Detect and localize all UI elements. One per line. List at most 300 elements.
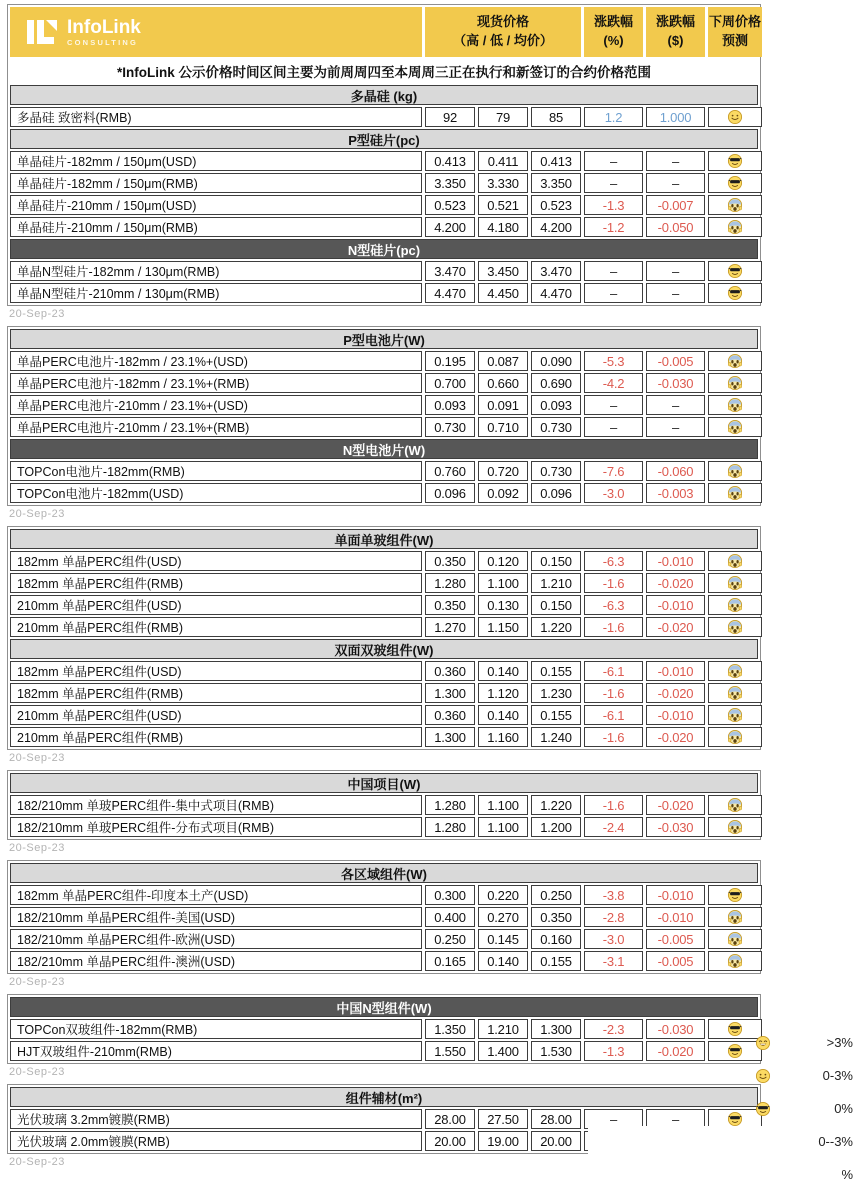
cool-face-icon [727, 1043, 743, 1059]
price-high-cell: 0.195 [425, 351, 475, 371]
price-table [7, 4, 761, 1174]
price-low-cell: 0.092 [478, 483, 528, 503]
change-pct-cell: -2.8 [584, 907, 643, 927]
price-block [7, 326, 761, 506]
table-row [10, 261, 758, 281]
price-block [7, 526, 761, 750]
price-high-cell: 1.270 [425, 617, 475, 637]
cool-face-icon [727, 175, 743, 191]
forecast-cell [708, 551, 762, 571]
product-name-cell: 单晶N型硅片-182mm / 130μm(RMB) [10, 261, 422, 281]
price-low-cell: 0.087 [478, 351, 528, 371]
infolink-logo [10, 7, 422, 57]
change-pct-cell: -1.6 [584, 727, 643, 747]
price-high-cell: 0.360 [425, 661, 475, 681]
forecast-cell [708, 217, 762, 237]
forecast-cell [708, 817, 762, 837]
product-name-cell: 单晶PERC电池片-210mm / 23.1%+(USD) [10, 395, 422, 415]
product-name-cell: TOPCon电池片-182mm(RMB) [10, 461, 422, 481]
section-timestamp: 20-Sep-23 [9, 752, 65, 764]
price-avg-cell: 0.155 [531, 705, 581, 725]
price-low-cell: 1.100 [478, 573, 528, 593]
price-low-cell: 0.145 [478, 929, 528, 949]
block-sections [10, 997, 758, 1061]
table-row [10, 195, 758, 215]
spot-price-label: 现货价格 [476, 14, 529, 30]
scream-face-icon [727, 575, 743, 591]
legend-label: 0-3% [822, 1068, 853, 1083]
section-header: 单面单玻组件(W) [10, 529, 758, 549]
change-pct-cell: – [584, 261, 643, 281]
redaction-patch [588, 1126, 778, 1158]
change-usd-cell: -0.010 [646, 551, 705, 571]
table-row [10, 417, 758, 437]
change-usd-cell: -0.010 [646, 885, 705, 905]
price-avg-cell: 1.230 [531, 683, 581, 703]
table-row [10, 951, 758, 971]
price-avg-cell: 1.200 [531, 817, 581, 837]
price-avg-cell: 4.200 [531, 217, 581, 237]
price-low-cell: 0.710 [478, 417, 528, 437]
change-usd-cell: -0.010 [646, 661, 705, 681]
forecast-cell [708, 885, 762, 905]
price-high-cell: 3.350 [425, 173, 475, 193]
brand-subtitle: CONSULTING [67, 37, 139, 47]
change-usd-cell: -0.010 [646, 907, 705, 927]
forecast-cell [708, 173, 762, 193]
price-low-cell: 3.450 [478, 261, 528, 281]
price-low-cell: 79 [478, 107, 528, 127]
change-usd-cell: -0.007 [646, 195, 705, 215]
price-high-cell: 1.300 [425, 683, 475, 703]
price-avg-cell: 0.160 [531, 929, 581, 949]
grin-face-icon [755, 1035, 771, 1051]
price-high-cell: 0.413 [425, 151, 475, 171]
table-row [10, 551, 758, 571]
table-row [10, 929, 758, 949]
forecast-legend [752, 1026, 856, 1191]
change-pct-cell: -1.6 [584, 617, 643, 637]
change-usd-cell: -0.005 [646, 929, 705, 949]
price-low-cell: 1.100 [478, 795, 528, 815]
scream-face-icon [727, 729, 743, 745]
price-avg-cell: 0.730 [531, 461, 581, 481]
price-low-cell: 0.130 [478, 595, 528, 615]
price-high-cell: 1.280 [425, 817, 475, 837]
change-pct-cell: – [584, 283, 643, 303]
forecast-cell [708, 951, 762, 971]
price-high-cell: 0.096 [425, 483, 475, 503]
price-high-cell: 4.470 [425, 283, 475, 303]
change-usd-cell: -0.020 [646, 683, 705, 703]
forecast-cell [708, 261, 762, 281]
forecast-cell [708, 107, 762, 127]
product-name-cell: 210mm 单晶PERC组件(USD) [10, 595, 422, 615]
price-high-cell: 4.200 [425, 217, 475, 237]
price-low-cell: 1.210 [478, 1019, 528, 1039]
change-pct-cell: -6.1 [584, 705, 643, 725]
change-usd-cell: -0.050 [646, 217, 705, 237]
change-pct-label: 涨跌幅 [593, 14, 633, 30]
scream-face-icon [727, 597, 743, 613]
table-row [10, 661, 758, 681]
table-row [10, 907, 758, 927]
change-pct-cell: -7.6 [584, 461, 643, 481]
blank-icon [755, 1167, 771, 1183]
legend-entry [752, 1059, 856, 1092]
forecast-cell [708, 283, 762, 303]
product-name-cell: 单晶硅片-182mm / 150μm(USD) [10, 151, 422, 171]
product-name-cell: 210mm 单晶PERC组件(USD) [10, 705, 422, 725]
change-usd-unit: ($) [667, 33, 684, 48]
section-header: 各区域组件(W) [10, 863, 758, 883]
section-header: P型硅片(pc) [10, 129, 758, 149]
change-pct-cell: -3.1 [584, 951, 643, 971]
price-low-cell: 1.120 [478, 683, 528, 703]
scream-face-icon [727, 953, 743, 969]
price-block [7, 994, 761, 1064]
price-avg-cell: 0.155 [531, 951, 581, 971]
forecast-cell [708, 617, 762, 637]
product-name-cell: TOPCon双玻组件-182mm(RMB) [10, 1019, 422, 1039]
price-avg-cell: 0.250 [531, 885, 581, 905]
price-low-cell: 0.720 [478, 461, 528, 481]
price-high-cell: 0.350 [425, 595, 475, 615]
change-usd-cell: – [646, 151, 705, 171]
forecast-cell [708, 795, 762, 815]
forecast-cell [708, 907, 762, 927]
price-avg-cell: 1.220 [531, 795, 581, 815]
price-avg-cell: 0.155 [531, 661, 581, 681]
change-pct-cell: -6.3 [584, 551, 643, 571]
block-sections [10, 773, 758, 837]
change-pct-cell: -3.0 [584, 929, 643, 949]
table-row [10, 727, 758, 747]
change-usd-cell: -0.020 [646, 573, 705, 593]
price-low-cell: 3.330 [478, 173, 528, 193]
change-usd-cell: -0.010 [646, 705, 705, 725]
legend-entry [752, 1158, 856, 1191]
forecast-cell [708, 595, 762, 615]
col-header-forecast [708, 7, 762, 57]
table-row [10, 683, 758, 703]
change-pct-cell: -1.3 [584, 1041, 643, 1061]
section-header: N型电池片(W) [10, 439, 758, 459]
product-name-cell: 182mm 单晶PERC组件(RMB) [10, 683, 422, 703]
price-low-cell: 0.120 [478, 551, 528, 571]
product-name-cell: 单晶硅片-182mm / 150μm(RMB) [10, 173, 422, 193]
change-usd-cell: – [646, 395, 705, 415]
price-low-cell: 0.140 [478, 705, 528, 725]
scream-face-icon [727, 375, 743, 391]
change-pct-cell: -6.1 [584, 661, 643, 681]
table-row [10, 461, 758, 481]
col-header-change-pct [584, 7, 643, 57]
scream-face-icon [727, 619, 743, 635]
price-high-cell: 1.550 [425, 1041, 475, 1061]
infolink-logo-icon [26, 18, 58, 46]
section-header: 中国N型组件(W) [10, 997, 758, 1017]
section-timestamp: 20-Sep-23 [9, 842, 65, 854]
price-high-cell: 0.360 [425, 705, 475, 725]
table-row [10, 173, 758, 193]
cool-face-icon [727, 153, 743, 169]
forecast-cell [708, 683, 762, 703]
block-sections [10, 329, 758, 503]
price-avg-cell: 85 [531, 107, 581, 127]
price-avg-cell: 20.00 [531, 1131, 581, 1151]
change-usd-cell: -0.020 [646, 617, 705, 637]
forecast-cell [708, 661, 762, 681]
legend-label: >3% [826, 1035, 853, 1050]
smile-face-icon [755, 1068, 771, 1084]
price-low-cell: 1.150 [478, 617, 528, 637]
price-high-cell: 0.760 [425, 461, 475, 481]
forecast-cell [708, 461, 762, 481]
price-low-cell: 0.140 [478, 951, 528, 971]
cool-face-icon [755, 1101, 771, 1117]
col-header-change-usd [646, 7, 705, 57]
price-low-cell: 0.411 [478, 151, 528, 171]
price-low-cell: 4.180 [478, 217, 528, 237]
forecast-cell [708, 727, 762, 747]
price-high-cell: 0.093 [425, 395, 475, 415]
smile-face-icon [727, 109, 743, 125]
forecast-cell [708, 417, 762, 437]
price-high-cell: 3.470 [425, 261, 475, 281]
forecast-cell [708, 351, 762, 371]
price-low-cell: 1.160 [478, 727, 528, 747]
forecast-cell [708, 929, 762, 949]
change-usd-label: 涨跌幅 [655, 14, 695, 30]
change-pct-cell: -1.6 [584, 573, 643, 593]
cool-face-icon [727, 263, 743, 279]
price-high-cell: 0.400 [425, 907, 475, 927]
table-row [10, 1019, 758, 1039]
price-low-cell: 4.450 [478, 283, 528, 303]
price-avg-cell: 1.300 [531, 1019, 581, 1039]
table-row [10, 395, 758, 415]
change-pct-unit: (%) [603, 33, 624, 48]
price-high-cell: 0.523 [425, 195, 475, 215]
price-avg-cell: 28.00 [531, 1109, 581, 1129]
section-timestamp: 20-Sep-23 [9, 1156, 65, 1168]
change-usd-cell: 1.000 [646, 107, 705, 127]
change-pct-cell: -1.6 [584, 683, 643, 703]
product-name-cell: 210mm 单晶PERC组件(RMB) [10, 617, 422, 637]
section-header: 中国项目(W) [10, 773, 758, 793]
product-name-cell: 182mm 单晶PERC组件(RMB) [10, 573, 422, 593]
cool-face-icon [727, 1111, 743, 1127]
price-avg-cell: 3.350 [531, 173, 581, 193]
scream-face-icon [727, 419, 743, 435]
price-low-cell: 0.140 [478, 661, 528, 681]
table-row [10, 483, 758, 503]
product-name-cell: 单晶硅片-210mm / 150μm(RMB) [10, 217, 422, 237]
product-name-cell: 单晶PERC电池片-182mm / 23.1%+(USD) [10, 351, 422, 371]
change-usd-cell: -0.030 [646, 1019, 705, 1039]
product-name-cell: 182/210mm 单玻PERC组件-分布式项目(RMB) [10, 817, 422, 837]
product-name-cell: 单晶N型硅片-210mm / 130μm(RMB) [10, 283, 422, 303]
product-name-cell: 单晶PERC电池片-182mm / 23.1%+(RMB) [10, 373, 422, 393]
price-avg-cell: 0.090 [531, 351, 581, 371]
price-low-cell: 1.400 [478, 1041, 528, 1061]
change-usd-cell: -0.030 [646, 817, 705, 837]
change-usd-cell: -0.005 [646, 351, 705, 371]
change-pct-cell: -3.0 [584, 483, 643, 503]
table-row [10, 573, 758, 593]
price-high-cell: 0.700 [425, 373, 475, 393]
section-header: 组件辅材(m²) [10, 1087, 758, 1107]
change-pct-cell: – [584, 395, 643, 415]
brand-name: InfoLink [67, 16, 141, 38]
price-high-cell: 0.165 [425, 951, 475, 971]
price-low-cell: 27.50 [478, 1109, 528, 1129]
product-name-cell: 182mm 单晶PERC组件(USD) [10, 551, 422, 571]
change-usd-cell: -0.020 [646, 1041, 705, 1061]
change-pct-cell: – [584, 417, 643, 437]
change-usd-cell: – [646, 173, 705, 193]
product-name-cell: 182mm 单晶PERC组件-印度本土产(USD) [10, 885, 422, 905]
change-usd-cell: – [646, 417, 705, 437]
change-usd-cell: -0.010 [646, 595, 705, 615]
change-usd-cell: -0.020 [646, 795, 705, 815]
product-name-cell: 182/210mm 单晶PERC组件-澳洲(USD) [10, 951, 422, 971]
price-low-cell: 19.00 [478, 1131, 528, 1151]
price-avg-cell: 0.690 [531, 373, 581, 393]
product-name-cell: 单晶硅片-210mm / 150μm(USD) [10, 195, 422, 215]
change-pct-cell: -2.3 [584, 1019, 643, 1039]
forecast-cell [708, 395, 762, 415]
legend-entry [752, 1092, 856, 1125]
scream-face-icon [727, 797, 743, 813]
price-low-cell: 1.100 [478, 817, 528, 837]
price-high-cell: 0.250 [425, 929, 475, 949]
price-high-cell: 92 [425, 107, 475, 127]
cool-face-icon [727, 887, 743, 903]
scream-face-icon [727, 707, 743, 723]
block-sections [10, 529, 758, 747]
scream-face-icon [727, 353, 743, 369]
product-name-cell: 182/210mm 单晶PERC组件-美国(USD) [10, 907, 422, 927]
scream-face-icon [727, 197, 743, 213]
section-header: P型电池片(W) [10, 329, 758, 349]
product-name-cell: 单晶PERC电池片-210mm / 23.1%+(RMB) [10, 417, 422, 437]
price-avg-cell: 0.093 [531, 395, 581, 415]
price-avg-cell: 0.413 [531, 151, 581, 171]
change-usd-cell: – [646, 1109, 705, 1129]
product-name-cell: 210mm 单晶PERC组件(RMB) [10, 727, 422, 747]
change-pct-cell: -1.3 [584, 195, 643, 215]
scream-face-icon [727, 685, 743, 701]
price-high-cell: 0.300 [425, 885, 475, 905]
change-pct-cell: -1.6 [584, 795, 643, 815]
forecast-cell [708, 573, 762, 593]
change-pct-cell: – [584, 151, 643, 171]
price-avg-cell: 1.240 [531, 727, 581, 747]
scream-face-icon [727, 909, 743, 925]
table-row [10, 151, 758, 171]
forecast-cell [708, 373, 762, 393]
change-pct-cell: -4.2 [584, 373, 643, 393]
price-avg-cell: 0.730 [531, 417, 581, 437]
price-avg-cell: 0.150 [531, 551, 581, 571]
price-high-cell: 1.280 [425, 573, 475, 593]
price-high-cell: 0.350 [425, 551, 475, 571]
price-avg-cell: 0.096 [531, 483, 581, 503]
section-header: 双面双玻组件(W) [10, 639, 758, 659]
product-name-cell: TOPCon电池片-182mm(USD) [10, 483, 422, 503]
table-row [10, 107, 758, 127]
product-name-cell: 多晶硅 致密料(RMB) [10, 107, 422, 127]
legend-label: 0% [834, 1101, 853, 1116]
price-high-cell: 0.730 [425, 417, 475, 437]
scream-face-icon [727, 663, 743, 679]
table-row [10, 705, 758, 725]
price-avg-cell: 0.350 [531, 907, 581, 927]
scream-face-icon [727, 819, 743, 835]
price-note: *InfoLink 公示价格时间区间主要为前周周四至本周周三正在执行和新签订的合约价格范围 [117, 65, 651, 80]
price-high-cell: 28.00 [425, 1109, 475, 1129]
change-pct-cell: 1.2 [584, 107, 643, 127]
legend-label: 0--3% [818, 1134, 853, 1149]
change-pct-cell: – [584, 173, 643, 193]
product-name-cell: 光伏玻璃 3.2mm镀膜(RMB) [10, 1109, 422, 1129]
price-high-cell: 20.00 [425, 1131, 475, 1151]
section-header: 多晶硅 (kg) [10, 85, 758, 105]
change-usd-cell: -0.060 [646, 461, 705, 481]
scream-face-icon [727, 219, 743, 235]
table-row [10, 217, 758, 237]
section-timestamp: 20-Sep-23 [9, 1066, 65, 1078]
price-high-cell: 1.280 [425, 795, 475, 815]
table-row [10, 1041, 758, 1061]
price-avg-cell: 0.523 [531, 195, 581, 215]
scream-face-icon [727, 397, 743, 413]
change-usd-cell: -0.020 [646, 727, 705, 747]
change-usd-cell: – [646, 261, 705, 281]
change-usd-cell: -0.003 [646, 483, 705, 503]
price-avg-cell: 1.530 [531, 1041, 581, 1061]
price-low-cell: 0.660 [478, 373, 528, 393]
change-usd-cell: -0.005 [646, 951, 705, 971]
table-row [10, 885, 758, 905]
change-pct-cell: -6.3 [584, 595, 643, 615]
change-pct-cell: -2.4 [584, 817, 643, 837]
section-header: N型硅片(pc) [10, 239, 758, 259]
change-pct-cell: -5.3 [584, 351, 643, 371]
price-low-cell: 0.521 [478, 195, 528, 215]
change-pct-cell: -3.8 [584, 885, 643, 905]
scream-face-icon [727, 463, 743, 479]
price-avg-cell: 4.470 [531, 283, 581, 303]
scream-face-icon [727, 553, 743, 569]
table-row [10, 351, 758, 371]
cool-face-icon [727, 285, 743, 301]
table-header-row [10, 7, 761, 57]
product-name-cell: 182mm 单晶PERC组件(USD) [10, 661, 422, 681]
table-row [10, 373, 758, 393]
price-avg-cell: 3.470 [531, 261, 581, 281]
price-low-cell: 0.220 [478, 885, 528, 905]
table-row [10, 817, 758, 837]
price-avg-cell: 1.210 [531, 573, 581, 593]
forecast-label: 下周价格 [708, 14, 761, 30]
change-usd-cell: – [646, 283, 705, 303]
product-name-cell: 182/210mm 单玻PERC组件-集中式项目(RMB) [10, 795, 422, 815]
forecast-cell [708, 151, 762, 171]
forecast-cell [708, 705, 762, 725]
